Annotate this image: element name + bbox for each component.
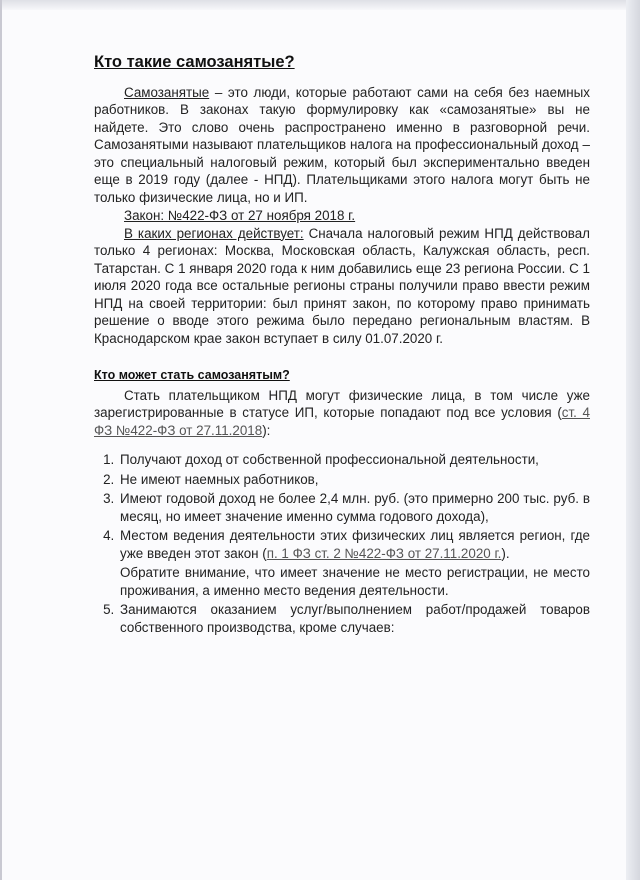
list-item: 5. Занимаются оказанием услуг/выполнением работ/продажей товаров собственного производства, кроме случаев:	[118, 601, 590, 636]
who-can-paragraph: Стать плательщиком НПД могут физические лица, в том числе уже зарегистрированные в статусе ИП, которые попадают под все условия (ст. 4 ФЗ №422-ФЗ от 27.11.2018):	[94, 387, 590, 438]
regions-paragraph	[94, 225, 590, 348]
scan-shadow-top	[2, 0, 640, 10]
conditions-list	[94, 451, 590, 636]
list-item: 2. Не имеют наемных работников,	[118, 471, 590, 489]
list-item: 4. Местом ведения деятельности этих физических лиц является регион, где уже введен этот закон (п. 1 ФЗ ст. 2 №422-ФЗ от 27.11.2020 г.). Обратите внимание, что имеет значение не место регистрации, не место проживания, а именно место ведения деятельности.	[118, 527, 590, 599]
intro-text: – это люди, которые работают сами на себя без наемных работников. В законах такую формулировку как «самозанятые» вы не найдете. Это слово очень распространено именно в разговорной речи. Самозанятыми называют плательщиков налога на профессиональный доход – это специальный налоговый режим, который был экспериментально введен еще в 2019 году (далее - НПД). Плательщиками этого налога могут быть не только физические лица, но и ИП.	[94, 84, 590, 205]
list-item-note: Обратите внимание, что имеет значение не место регистрации, не место проживания, а именно место ведения деятельности.	[120, 565, 590, 598]
document-content	[94, 54, 590, 638]
law-link-art2[interactable]: п. 1 ФЗ ст. 2 №422-ФЗ от 27.11.2020 г.	[266, 545, 502, 561]
list-item: 1. Получают доход от собственной профессиональной деятельности,	[118, 451, 590, 469]
law-link-art4[interactable]: ст. 4 ФЗ №422-ФЗ от 27.11.2018	[94, 405, 590, 438]
list-item: 3. Имеют годовой доход не более 2,4 млн. руб. (это примерно 200 тыс. руб. в месяц, но имеет значение именно сумма годового дохода),	[118, 490, 590, 525]
section-who-can-title: Кто может стать самозанятым?	[94, 368, 290, 382]
intro-paragraph	[94, 84, 590, 207]
term-self-employed: Самозанятые	[124, 84, 210, 100]
scan-shadow-right	[626, 0, 640, 880]
law-reference: Закон: №422-ФЗ от 27 ноября 2018 г.	[124, 208, 356, 223]
regions-label: В каких регионах действует:	[124, 225, 304, 241]
document-title: Кто такие самозанятые?	[94, 53, 295, 71]
regions-text: Сначала налоговый режим НПД действовал только 4 регионах: Москва, Московская область, Калужская область, респ. Татарстан. С 1 января 2020 года к ним добавились еще 23 региона России. С 1 июля 2020 года все остальные регионы страны получили право ввести режим НПД на своей территории: был принят закон, по которому право принимать решение о вводе этого режима было передано региональным властям. В Краснодарском крае закон вступает в силу 01.07.2020 г.	[94, 225, 590, 346]
